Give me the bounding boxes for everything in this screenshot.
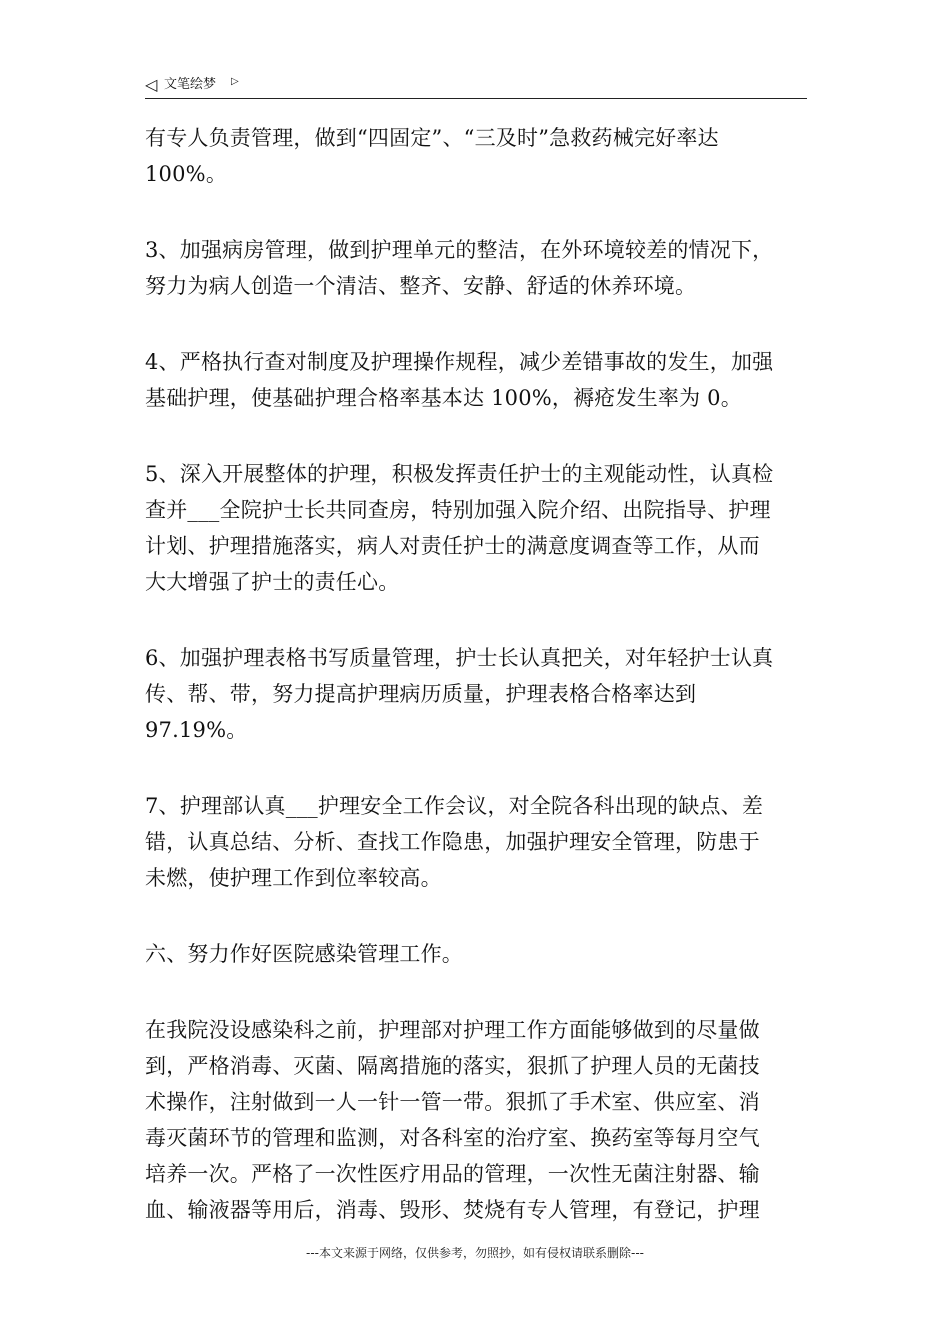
- text-line: 计划、护理措施落实，病人对责任护士的满意度调查等工作，从而: [145, 534, 760, 558]
- text-line: 努力为病人创造一个清洁、整齐、安静、舒适的休养环境。: [145, 274, 697, 298]
- document-body: [145, 120, 810, 1268]
- left-triangle-icon: ◁: [145, 75, 158, 94]
- text-line: 传、帮、带，努力提高护理病历质量，护理表格合格率达到: [145, 682, 697, 706]
- right-triangle-icon: ▷: [231, 76, 239, 87]
- text-line: 术操作，注射做到一人一针一管一带。狠抓了手术室、供应室、消: [145, 1090, 760, 1114]
- text-line: 100%。: [145, 162, 228, 186]
- text-line: 大大增强了护士的责任心。: [145, 570, 400, 594]
- page-footer: ---本文来源于网络，仅供参考，勿照抄，如有侵权请联系删除---: [306, 1246, 644, 1260]
- text-line: 培养一次。严格了一次性医疗用品的管理，一次性无菌注射器、输: [145, 1162, 760, 1186]
- text-line: 7、护理部认真___护理安全工作会议，对全院各科出现的缺点、差: [145, 794, 764, 818]
- text-line: 未燃，使护理工作到位率较高。: [145, 866, 442, 890]
- text-line: 6、加强护理表格书写质量管理，护士长认真把关，对年轻护士认真: [145, 646, 774, 670]
- text-line: 血、输液器等用后，消毒、毁形、焚烧有专人管理，有登记，护理: [145, 1198, 760, 1222]
- text-line: 3、加强病房管理，做到护理单元的整洁，在外环境较差的情况下，: [145, 238, 774, 262]
- paragraph: [145, 788, 810, 896]
- paragraph: [145, 456, 810, 600]
- text-line: 在我院没设感染科之前，护理部对护理工作方面能够做到的尽量做: [145, 1018, 760, 1042]
- section-heading: [145, 936, 810, 972]
- text-line: 5、深入开展整体的护理，积极发挥责任护士的主观能动性，认真检: [145, 462, 774, 486]
- text-line: 有专人负责管理，做到“四固定”、“三及时”急救药械完好率达: [145, 126, 719, 150]
- text-line: 到，严格消毒、灭菌、隔离措施的落实，狠抓了护理人员的无菌技: [145, 1054, 760, 1078]
- paragraph: [145, 1012, 810, 1228]
- text-line: 基础护理，使基础护理合格率基本达 100%，褥疮发生率为 0。: [145, 386, 742, 410]
- text-line: 六、努力作好医院感染管理工作。: [145, 942, 463, 966]
- paragraph: [145, 344, 810, 416]
- paragraph: [145, 640, 810, 748]
- page-header: [145, 74, 807, 99]
- text-line: 97.19%。: [145, 718, 248, 742]
- text-line: 错，认真总结、分析、查找工作隐患，加强护理安全管理，防患于: [145, 830, 760, 854]
- text-line: 4、严格执行查对制度及护理操作规程，减少差错事故的发生，加强: [145, 350, 774, 374]
- text-line: 查并___全院护士长共同查房，特别加强入院介绍、出院指导、护理: [145, 498, 771, 522]
- header-title: 文笔绘梦: [164, 77, 217, 92]
- paragraph: [145, 232, 810, 304]
- text-line: 毒灭菌环节的管理和监测，对各科室的治疗室、换药室等每月空气: [145, 1126, 760, 1150]
- paragraph: [145, 120, 810, 192]
